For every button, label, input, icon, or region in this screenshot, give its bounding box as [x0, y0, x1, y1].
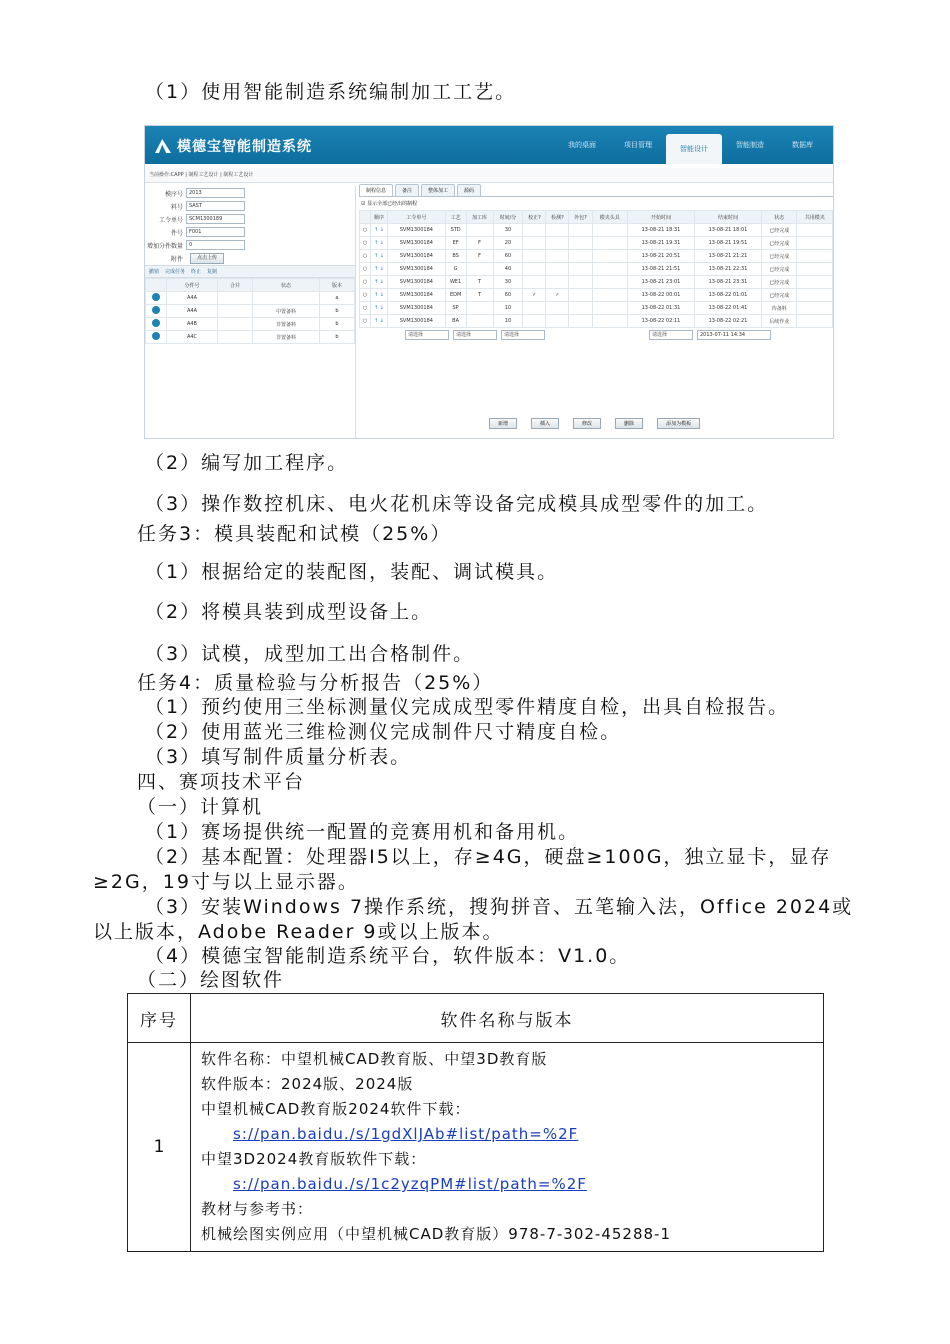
insert-button[interactable]: 插入 — [531, 418, 559, 429]
left-toolbar — [145, 265, 355, 278]
table-cell — [569, 289, 592, 302]
column-header: 结束时间 — [694, 211, 761, 224]
table-cell — [592, 289, 627, 302]
logo-icon — [155, 139, 171, 153]
reorder-icon[interactable]: ↑ ↓ — [371, 289, 388, 302]
paragraph: （3）操作数控机床、电火花机床等设备完成模具成型零件的加工。 — [145, 493, 769, 515]
table-cell — [523, 224, 546, 237]
radio-icon[interactable]: ○ — [360, 263, 371, 276]
table-cell — [523, 250, 546, 263]
field-label: 料号 — [170, 203, 183, 211]
table-cell: 13-08-21 23:01 — [627, 276, 694, 289]
paragraph: （1）预约使用三坐标测量仪完成成型零件精度自检，出具自检报告。 — [145, 696, 790, 718]
table-cell — [569, 224, 592, 237]
reorder-icon[interactable]: ↑ ↓ — [371, 237, 388, 250]
table-cell: SVM1300184 — [388, 250, 446, 263]
paragraph: （3）安装Windows 7操作系统，搜狗拼音、五笔输入法，Office 2024或 — [145, 896, 854, 918]
nav-item[interactable]: 智能制造 — [736, 141, 764, 149]
app-logo — [155, 136, 312, 156]
reorder-icon[interactable]: ↑ ↓ — [371, 302, 388, 315]
table-cell: 13-08-21 23:31 — [694, 276, 761, 289]
table-cell: 13-08-21 18:01 — [694, 224, 761, 237]
table-cell: 10 — [493, 315, 523, 328]
software-details — [191, 1043, 824, 1252]
tab-bar — [359, 184, 833, 196]
toolbar-item[interactable]: 撤销 — [149, 269, 160, 275]
table-cell: STD — [445, 224, 466, 237]
radio-icon[interactable]: ○ — [360, 276, 371, 289]
table-cell — [523, 276, 546, 289]
table-cell — [797, 302, 833, 315]
action-buttons — [489, 418, 700, 429]
table-row[interactable] — [360, 315, 833, 328]
table-cell: BS — [445, 250, 466, 263]
table-cell: 60 — [493, 250, 523, 263]
software-table — [127, 993, 824, 1252]
detail-line: 教材与参考书： — [201, 1200, 314, 1218]
download-link[interactable]: s://pan.baidu./s/1c2yzqPM#list/path=%2F — [233, 1175, 587, 1193]
paragraph: （2）使用蓝光三维检测仪完成制件尺寸精度自检。 — [145, 721, 622, 743]
section-heading: 任务4：质量检验与分析报告（25%） — [137, 672, 494, 694]
toolbar-item[interactable]: 完成任务 — [165, 269, 186, 275]
table-cell: WE1 — [445, 276, 466, 289]
table-row[interactable] — [146, 292, 355, 305]
subsection-heading: （二）绘图软件 — [137, 969, 285, 991]
table-cell: F — [466, 237, 493, 250]
table-cell: 后续作业 — [761, 315, 796, 328]
app-header — [145, 126, 833, 164]
table-cell: 13-08-21 19:31 — [627, 237, 694, 250]
column-header: 状态 — [761, 211, 796, 224]
radio-icon[interactable]: ○ — [360, 224, 371, 237]
tab-process-info[interactable]: 制程信息 — [359, 184, 393, 196]
table-row[interactable] — [360, 224, 833, 237]
table-cell — [569, 263, 592, 276]
table-cell — [569, 276, 592, 289]
table-cell: 已经完成 — [761, 276, 796, 289]
radio-icon[interactable]: ○ — [360, 237, 371, 250]
table-cell — [797, 289, 833, 302]
parts-table — [145, 278, 355, 344]
table-cell: 中置备料 — [253, 305, 320, 318]
column-header: 校正? — [523, 211, 546, 224]
tab-overall[interactable]: 整体加工 — [421, 184, 455, 196]
table-cell — [466, 302, 493, 315]
paragraph: （2）基本配置：处理器I5以上，存≥4G，硬盘≥100G，独立显卡，显存 — [145, 846, 832, 868]
checkbox-label: 显示全部已经出的制程 — [367, 201, 418, 207]
field-label: 增加分件数量 — [146, 242, 183, 250]
paragraph: （1）根据给定的装配图，装配、调试模具。 — [145, 561, 559, 583]
paragraph: ≥2G，19寸与以上显示器。 — [93, 871, 359, 893]
column-header: 外包? — [569, 211, 592, 224]
table-cell: BA — [445, 315, 466, 328]
nav-item[interactable]: 项目管理 — [624, 141, 652, 149]
table-cell: EF — [445, 237, 466, 250]
column-header: 软件名称与版本 — [191, 994, 824, 1043]
column-header: 序号 — [128, 994, 191, 1043]
table-cell — [466, 315, 493, 328]
filter-select[interactable]: 请选择 — [501, 330, 545, 340]
paragraph: （1）使用智能制造系统编制加工工艺。 — [145, 81, 517, 103]
table-cell — [466, 224, 493, 237]
table-cell: A4B — [167, 318, 218, 331]
field-label: 模序号 — [164, 190, 183, 198]
paragraph: （2）将模具装到成型设备上。 — [145, 601, 433, 623]
table-cell: A4A — [167, 292, 218, 305]
table-row[interactable] — [360, 289, 833, 302]
main-nav — [554, 126, 827, 164]
material-field[interactable]: SAST — [186, 201, 245, 211]
table-cell: 已经完成 — [761, 263, 796, 276]
table-cell — [797, 237, 833, 250]
column-header: 分件号 — [167, 279, 218, 292]
table-row[interactable] — [360, 276, 833, 289]
column-header: 共用模夹 — [797, 211, 833, 224]
left-panel — [145, 186, 356, 438]
radio-icon[interactable] — [152, 306, 160, 314]
table-cell: SVM1300184 — [388, 289, 446, 302]
table-cell — [523, 315, 546, 328]
reorder-icon[interactable]: ↑ ↓ — [371, 224, 388, 237]
radio-icon[interactable]: ○ — [360, 315, 371, 328]
toolbar-item[interactable]: 复制 — [207, 269, 218, 275]
detail-line: 中望机械CAD教育版2024软件下载： — [201, 1100, 471, 1118]
table-row[interactable] — [146, 331, 355, 344]
section-heading: 任务3：模具装配和试模（25%） — [137, 523, 452, 545]
column-header: 时间/分 — [493, 211, 523, 224]
column-header: 版本 — [319, 279, 354, 292]
filter-row — [359, 330, 833, 340]
radio-icon[interactable]: ○ — [360, 250, 371, 263]
table-cell: 13-08-22 02:11 — [627, 315, 694, 328]
table-cell: SVM1300184 — [388, 302, 446, 315]
table-cell: G — [445, 263, 466, 276]
table-row[interactable] — [146, 318, 355, 331]
table-cell: b — [319, 318, 354, 331]
table-cell: 非置备料 — [253, 318, 320, 331]
table-cell: b — [319, 331, 354, 344]
table-cell — [592, 302, 627, 315]
toolbar-item[interactable]: 终止 — [191, 269, 202, 275]
detail-line: 中望3D2024教育版软件下载： — [201, 1150, 427, 1168]
radio-icon[interactable] — [152, 332, 160, 340]
breadcrumb: 当前操作:CAPP | 制程工艺设计 | 制程工艺设计 — [145, 168, 833, 183]
right-panel — [359, 184, 833, 438]
row-index: 1 — [128, 1043, 191, 1252]
add-button[interactable]: 新增 — [489, 418, 517, 429]
table-cell — [546, 263, 569, 276]
table-cell: 20 — [493, 237, 523, 250]
field-label: 附件 — [170, 255, 183, 263]
table-cell — [569, 302, 592, 315]
table-cell — [523, 302, 546, 315]
select-column — [360, 211, 371, 224]
table-cell: 已经完成 — [761, 224, 796, 237]
table-cell: T — [466, 289, 493, 302]
table-cell: SP — [445, 302, 466, 315]
radio-icon[interactable]: ○ — [360, 302, 371, 315]
column-header: 加工库 — [466, 211, 493, 224]
paragraph: （1）赛场提供统一配置的竞赛用机和备用机。 — [145, 821, 580, 843]
tab-notes[interactable]: 备注 — [395, 184, 419, 196]
section-heading: 四、赛项技术平台 — [137, 771, 306, 793]
field-label: 件号 — [170, 229, 183, 237]
add-template-button[interactable]: 添加为模板 — [657, 418, 700, 429]
paragraph: 以上版本，Adobe Reader 9或以上版本。 — [93, 921, 504, 943]
table-cell: EDM — [445, 289, 466, 302]
reorder-icon[interactable]: ↑ ↓ — [371, 250, 388, 263]
table-cell: ✓ — [523, 289, 546, 302]
table-row — [128, 1043, 824, 1252]
table-cell: 30 — [493, 224, 523, 237]
filter-select[interactable]: 请选择 — [649, 330, 693, 340]
table-cell: T — [466, 276, 493, 289]
column-header: 检测? — [546, 211, 569, 224]
table-row[interactable] — [360, 302, 833, 315]
table-row[interactable] — [360, 263, 833, 276]
table-cell: 13-08-21 18:31 — [627, 224, 694, 237]
table-cell — [592, 237, 627, 250]
table-cell: 13-08-22 00:01 — [627, 289, 694, 302]
process-table — [359, 210, 833, 328]
table-cell: b — [319, 305, 354, 318]
table-cell: 13-08-22 01:41 — [694, 302, 761, 315]
edit-button[interactable]: 修改 — [573, 418, 601, 429]
table-cell — [546, 250, 569, 263]
date-field[interactable]: 2013-07-11 14:34 — [697, 330, 771, 340]
table-cell: 10 — [493, 302, 523, 315]
app-title: 模德宝智能制造系统 — [177, 139, 312, 155]
reorder-icon[interactable]: ↑ ↓ — [371, 263, 388, 276]
paragraph: （2）编写加工程序。 — [145, 452, 349, 474]
table-cell: 非置备料 — [253, 331, 320, 344]
reorder-icon[interactable]: ↑ ↓ — [371, 315, 388, 328]
reorder-icon[interactable]: ↑ ↓ — [371, 276, 388, 289]
table-cell: 13-08-21 21:21 — [694, 250, 761, 263]
table-cell: SVM1300184 — [388, 315, 446, 328]
table-cell — [523, 237, 546, 250]
detail-line: 机械绘图实例应用（中望机械CAD教育版）978-7-302-45288-1 — [201, 1225, 672, 1243]
table-cell — [797, 250, 833, 263]
column-header: 状态 — [253, 279, 320, 292]
nav-item-active[interactable]: 智能设计 — [666, 134, 722, 164]
table-cell: 13-08-21 22:31 — [694, 263, 761, 276]
table-cell — [797, 276, 833, 289]
table-cell: F — [466, 250, 493, 263]
table-cell: SVM1300184 — [388, 263, 446, 276]
table-cell: 30 — [493, 276, 523, 289]
table-cell: 已经完成 — [761, 237, 796, 250]
part-no-field[interactable]: F001 — [186, 227, 245, 237]
column-header: 工令单号 — [388, 211, 446, 224]
column-header: 合并 — [217, 279, 252, 292]
table-cell: 40 — [493, 263, 523, 276]
table-cell: ✓ — [546, 289, 569, 302]
table-row[interactable] — [360, 237, 833, 250]
radio-icon[interactable] — [152, 293, 160, 301]
table-cell — [569, 237, 592, 250]
delete-button[interactable]: 删除 — [615, 418, 643, 429]
table-cell — [569, 315, 592, 328]
software-screenshot — [144, 125, 834, 439]
table-cell: 13-08-21 20:51 — [627, 250, 694, 263]
table-cell: 13-08-22 01:31 — [627, 302, 694, 315]
table-cell — [592, 276, 627, 289]
table-cell: 13-08-21 21:51 — [627, 263, 694, 276]
table-cell — [797, 224, 833, 237]
field-label: 工令单号 — [158, 216, 183, 224]
filter-select[interactable]: 请选择 — [453, 330, 497, 340]
subsection-heading: （一）计算机 — [137, 796, 264, 818]
column-header: 顺序 — [371, 211, 388, 224]
radio-icon[interactable]: ○ — [360, 289, 371, 302]
table-row[interactable] — [146, 305, 355, 318]
work-order-field[interactable]: SCM1300189 — [186, 214, 245, 224]
table-cell: 13-08-21 19:51 — [694, 237, 761, 250]
table-row[interactable] — [360, 250, 833, 263]
table-cell: A4C — [167, 331, 218, 344]
radio-icon[interactable] — [152, 319, 160, 327]
table-cell: 已经完成 — [761, 250, 796, 263]
table-cell: 60 — [493, 289, 523, 302]
paragraph: （3）试模，成型加工出合格制件。 — [145, 643, 475, 665]
mold-no-field[interactable]: 2013 — [186, 188, 245, 198]
table-cell — [592, 250, 627, 263]
table-cell — [546, 224, 569, 237]
table-cell — [569, 250, 592, 263]
column-header: 开始时间 — [627, 211, 694, 224]
table-cell: 已经完成 — [761, 289, 796, 302]
table-cell: 待备料 — [761, 302, 796, 315]
table-cell — [253, 292, 320, 305]
detail-line: 软件名称：中望机械CAD教育版、中望3D教育版 — [201, 1050, 548, 1068]
table-cell — [466, 263, 493, 276]
table-cell — [546, 302, 569, 315]
table-cell: a — [319, 292, 354, 305]
show-all-checkbox[interactable]: ☑ 显示全部已经出的制程 — [359, 196, 833, 210]
table-cell — [797, 315, 833, 328]
table-cell: SVM1300184 — [388, 276, 446, 289]
table-cell: 13-08-22 02:21 — [694, 315, 761, 328]
table-cell: A4A — [167, 305, 218, 318]
table-cell — [546, 237, 569, 250]
paragraph: （3）填写制件质量分析表。 — [145, 746, 412, 768]
nav-item[interactable]: 我的桌面 — [568, 141, 596, 149]
table-cell — [592, 224, 627, 237]
column-header: 模夹头具 — [592, 211, 627, 224]
table-cell — [546, 315, 569, 328]
tab-source[interactable]: 源码 — [457, 184, 481, 196]
table-cell: SVM1300184 — [388, 237, 446, 250]
add-parts-field[interactable]: 0 — [186, 240, 245, 250]
table-cell — [592, 315, 627, 328]
table-cell — [523, 263, 546, 276]
table-cell: SVM1300184 — [388, 224, 446, 237]
table-cell — [592, 263, 627, 276]
download-link[interactable]: s://pan.baidu./s/1gdXlJAb#list/path=%2F — [233, 1125, 579, 1143]
detail-line: 软件版本：2024版、2024版 — [201, 1075, 414, 1093]
paragraph: （4）模德宝智能制造系统平台，软件版本：V1.0。 — [145, 945, 631, 967]
column-header: 工艺 — [445, 211, 466, 224]
table-cell — [797, 263, 833, 276]
table-cell — [546, 276, 569, 289]
table-cell: 13-08-22 01:01 — [694, 289, 761, 302]
filter-select[interactable]: 请选择 — [405, 330, 449, 340]
upload-button[interactable]: 点击上传 — [190, 253, 224, 264]
nav-item[interactable]: 数据库 — [792, 141, 813, 149]
